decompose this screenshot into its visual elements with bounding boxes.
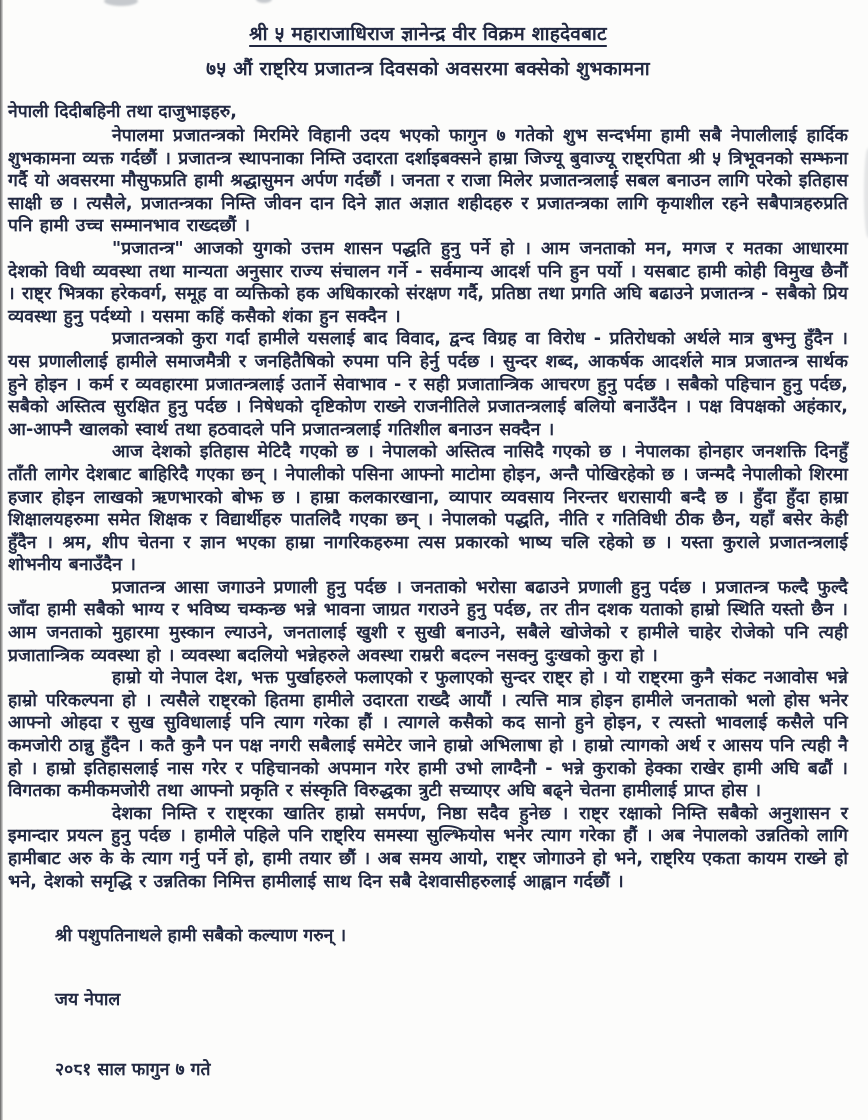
scan-smudge [864,148,868,238]
body-paragraph-3: प्रजातन्त्रको कुरा गर्दा हामीले यसलाई बाद विवाद, द्वन्द विग्रह वा विरोध - प्रतिरोधको अर्थले मात्र बुझ्नु हुँदैन । यस प्रणालीलाई हामीले समाजमैत्री र जनहितैषिको रुपमा पनि हेर्नु पर्दछ । सुन्दर शब्द, आकर्षक आदर्शले मात्र प्रजातन्त्र सार्थक हुने होइन । कर्म र व्यवहारमा प्रजातन्त्रलाई उतार्ने सेवाभाव - र सही प्रजातान्त्रिक आचरण हुनु पर्दछ । सबैको पहिचान हुनु पर्दछ, सबैको अस्तित्व सुरक्षित हुनु पर्दछ । निषेधको दृष्टिकोण राख्ने राजनीतिले प्रजातन्त्रलाई बलियो बनाउँदैन । पक्ष विपक्षको अहंकार, आ-आफ्नै खालको स्वार्थ तथा हठवादले पनि प्रजातन्त्रलाई गतिशील बनाउन सक्दैन । [8,329,848,440]
scan-edge-artifact [0,0,3,1120]
closing-salute: जय नेपाल [55,990,121,1011]
letter-header [8,20,848,81]
body-paragraph-2: "प्रजातन्त्र" आजको युगको उत्तम शासन पद्धति हुनु पर्ने हो । आम जनताको मन, मगज र मतका आधारमा देशको विधी व्यवस्था तथा मान्यता अनुसार राज्य संचालन गर्ने - सर्वमान्य आदर्श पनि हुन पर्यो । यसबाट हामी कोही विमुख छैनौं । राष्ट्र भित्रका हरेकवर्ग, समूह वा व्यक्तिको हक अधिकारको संरक्षण गर्दै, प्रतिष्ठा तथा प्रगति अघि बढाउने प्रजातन्त्र - सबैको प्रिय व्यवस्था हुनु पर्दथ्यो । यसमा कहिं कसैको शंका हुन सक्दैन । [8,238,848,327]
closing-blessing: श्री पशुपतिनाथले हामी सबैको कल्याण गरुन् । [55,926,347,947]
scan-smudge [256,0,272,3]
body-paragraph-7: देशका निम्ति र राष्ट्रका खातिर हाम्रो समर्पण, निष्ठा सदैव हुनेछ । राष्ट्र रक्षाको निम्ति सबैको अनुशासन र इमान्दार प्रयत्न हुनु पर्दछ । हामीले पहिले पनि राष्ट्रिय समस्या सुल्झियोस भनेर त्याग गरेका हौं । अब नेपालको उन्नतिको लागि हामीबाट अरु के के त्याग गर्नु पर्ने हो, हामी तयार छौं । अब समय आयो, राष्ट्र जोगाउने हो भने, राष्ट्रिय एकता कायम राख्ने हो भने, देशको समृद्धि र उन्नतिका निमित्त हामीलाई साथ दिन सबै देशवासीहरुलाई आह्वान गर्दछौं । [8,803,848,892]
letter-title: श्री ५ महाराजाधिराज ज्ञानेन्द्र वीर विक्रम शाहदेवबाट [249,23,607,45]
salutation: नेपाली दिदीबहिनी तथा दाजुभाइहरु, [8,102,237,122]
body-paragraph-4: आज देशको इतिहास मेटिदै गएको छ । नेपालको अस्तित्व नासिदै गएको छ । नेपालका होनहार जनशक्ति दिनहुँ ताँती लागेर देशबाट बाहिरिदै गएका छन् । नेपालीको पसिना आफ्नो माटोमा होइन, अन्तै पोखिरहेको छ । जन्मदै नेपालीको शिरमा हजार होइन लाखको ऋणभारको बोझ छ । हाम्रा कलकारखाना, व्यापार व्यवसाय निरन्तर धरासायी बन्दै छ । हुँदा हुँदा हाम्रा शिक्षालयहरुमा समेत शिक्षक र विद्यार्थीहरु पातलिदै गएका छन् । नेपालको पद्धति, नीति र गतिविधी ठीक छैन, यहाँ बसेर केही हुँदैन । श्रम, शीप चेतना र ज्ञान भएका हाम्रा नागरिकहरुमा त्यस प्रकारको भाष्य चलि रहेको छ । यस्ता कुराले प्रजातन्त्रलाई शोभनीय बनाउँदैन । [8,442,848,576]
body-paragraph-5: प्रजातन्त्र आसा जगाउने प्रणाली हुनु पर्दछ । जनताको भरोसा बढाउने प्रणाली हुनु पर्दछ । प्रजातन्त्र फल्दै फुल्दै जाँदा हामी सबैको भाग्य र भविष्य चम्कन्छ भन्ने भावना जाग्रत गराउने हुनु पर्दछ, तर तीन दशक यताको हाम्रो स्थिति यस्तो छैन । आम जनताको मुहारमा मुस्कान ल्याउने, जनतालाई खुशी र सुखी बनाउने, सबैले खोजेको र हामीले चाहेर रोजेको पनि त्यही प्रजातान्त्रिक व्यवस्था हो । व्यवस्था बदलियो भन्नेहरुले अवस्था राम्ररी बदल्न नसक्नु दुःखको कुरा हो । [8,577,848,666]
date-line: २०८१ साल फागुन ७ गते [55,1060,211,1081]
scan-smudge [104,0,138,6]
body-paragraph-6: हाम्रो यो नेपाल देश, भक्त पुर्खाहरुले फलाएको र फुलाएको सुन्दर राष्ट्र हो । यो राष्ट्रमा कुनै संकट नआवोस भन्ने हाम्रो परिकल्पना हो । त्यसैले राष्ट्रको हितमा हामीले उदारता राख्दै आयौं । त्यत्ति मात्र होइन हामीले जनताको भलो होस भनेर आफ्नो ओहदा र सुख सुविधालाई पनि त्याग गरेका हौं । त्यागले कसैको कद सानो हुने होइन, र त्यस्तो भावलाई कसैले पनि कमजोरी ठान्नु हुँदैन । कतै कुनै पन पक्ष नगरी सबैलाई समेटेर जाने हाम्रो अभिलाषा हो । हाम्रो त्यागको अर्थ र आसय पनि त्यही नै हो । हाम्रो इतिहासलाई नास गरेर र पहिचानको अपमान गरेर हामी उभो लाग्दैनौ - भन्ने कुराको हेक्का राखेर हामी अघि बढौं । विगतका कमीकमजोरी तथा आफ्नो प्रकृति र संस्कृति विरुद्धका त्रुटी सच्याएर अघि बढ्ने चेतना हामीलाई प्राप्त होस । [8,668,848,802]
body-paragraph-1: नेपालमा प्रजातन्त्रको मिरमिरे विहानी उदय भएको फागुन ७ गतेको शुभ सन्दर्भमा हामी सबै नेपालीलाई हार्दिक शुभकामना व्यक्त गर्दछौं । प्रजातन्त्र स्थापनाका निम्ति उदारता दर्शाइबक्सने हाम्रा जिज्यू बुवाज्यू राष्ट्रपिता श्री ५ त्रिभूवनको सम्झना गर्दै यो अवसरमा मौसुफप्रति हामी श्रद्धासुमन अर्पण गर्दछौं । जनता र राजा मिलेर प्रजातन्त्रलाई सबल बनाउन लागि परेको इतिहास साक्षी छ । त्यसैले, प्रजातन्त्रका निम्ति जीवन दान दिने ज्ञात अज्ञात शहीदहरु र प्रजातन्त्रका लागि कृयाशील रहने सबैपात्रहरुप्रति पनि हामी उच्च सम्मानभाव राख्दछौं । [8,126,849,237]
letter-subtitle: ७५ औं राष्ट्रिय प्रजातन्त्र दिवसको अवसरमा बक्सेको शुभकामना [206,58,650,80]
